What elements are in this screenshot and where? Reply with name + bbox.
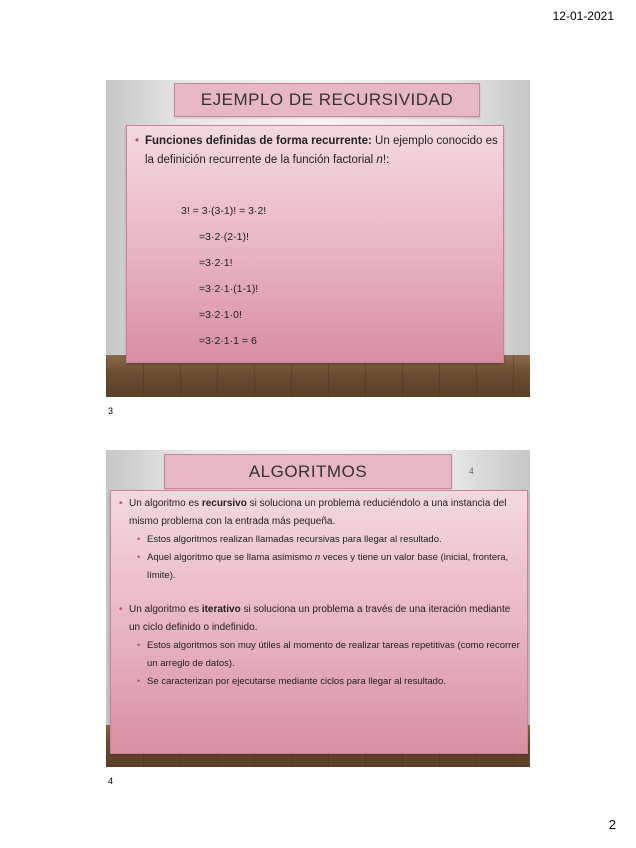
slide-title-text: EJEMPLO DE RECURSIVIDAD — [200, 90, 454, 109]
bullet-item — [119, 495, 523, 531]
slide-title — [164, 454, 452, 489]
bullet-pre: Un algoritmo es — [129, 604, 202, 615]
sub-bullet-item — [137, 549, 523, 585]
slide-number: 4 — [108, 776, 114, 786]
slide-4 — [106, 450, 530, 767]
bullet-bold: Funciones definidas de forma recurrente: — [145, 135, 372, 147]
bullet-post: si soluciona un problema a través de una iteración mediante un ciclo definido o indefinido. — [129, 604, 511, 633]
equation-line: =3·2·1! — [199, 257, 233, 269]
page-number: 2 — [608, 817, 616, 832]
sub-bullet-item: • Estos algoritmos realizan llamadas recursivas para llegar al resultado. — [137, 531, 523, 549]
slide-3 — [106, 80, 530, 397]
content-text — [119, 495, 523, 691]
bullet-item — [135, 132, 509, 170]
equation-line: =3·2·1·1 = 6 — [199, 335, 257, 347]
bullet-italic: n — [376, 154, 383, 166]
bullet-item — [119, 601, 523, 637]
bullet-post: si soluciona un problema reduciéndolo a una instancia del mismo problema con la entrada más pequeña. — [129, 498, 507, 527]
bullet-end: !: — [382, 154, 390, 166]
sub-bullet-post: veces y tiene un valor base (inicial, frontera, límite). — [147, 552, 509, 581]
equation-line: =3·2·(2-1)! — [199, 231, 249, 243]
equation-line: 3! = 3·(3-1)! = 3·2! — [181, 205, 267, 217]
bullet-pre: Un algoritmo es — [129, 498, 202, 509]
spacer — [119, 585, 523, 601]
content-panel — [126, 125, 504, 363]
equation-line: =3·2·1·(1-1)! — [199, 283, 259, 295]
slide-corner-number: 4 — [469, 466, 474, 476]
slide-number: 3 — [108, 406, 114, 416]
bullet-bold: recursivo — [201, 498, 247, 509]
slide-title — [174, 83, 480, 117]
sub-bullet-item: • Estos algoritmos son muy útiles al momento de realizar tareas repetitivas (como recorrer un arreglo de datos). — [137, 637, 523, 673]
sub-bullet-item: • Se caracterizan por ejecutarse mediante ciclos para llegar al resultado. — [137, 673, 523, 691]
slide-title-text: ALGORITMOS — [248, 462, 368, 481]
bullet-text: Un ejemplo conocido es la definición recurrente de la función factorial — [145, 135, 498, 166]
sub-bullet-pre: Aquel algoritmo que se llama asimismo — [147, 552, 315, 563]
content-panel — [110, 490, 528, 754]
bullet-bold: iterativo — [201, 604, 241, 615]
sub-bullet-italic: n — [314, 552, 321, 563]
equation-line: =3·2·1·0! — [199, 309, 242, 321]
header-date: 12-01-2021 — [552, 9, 614, 23]
